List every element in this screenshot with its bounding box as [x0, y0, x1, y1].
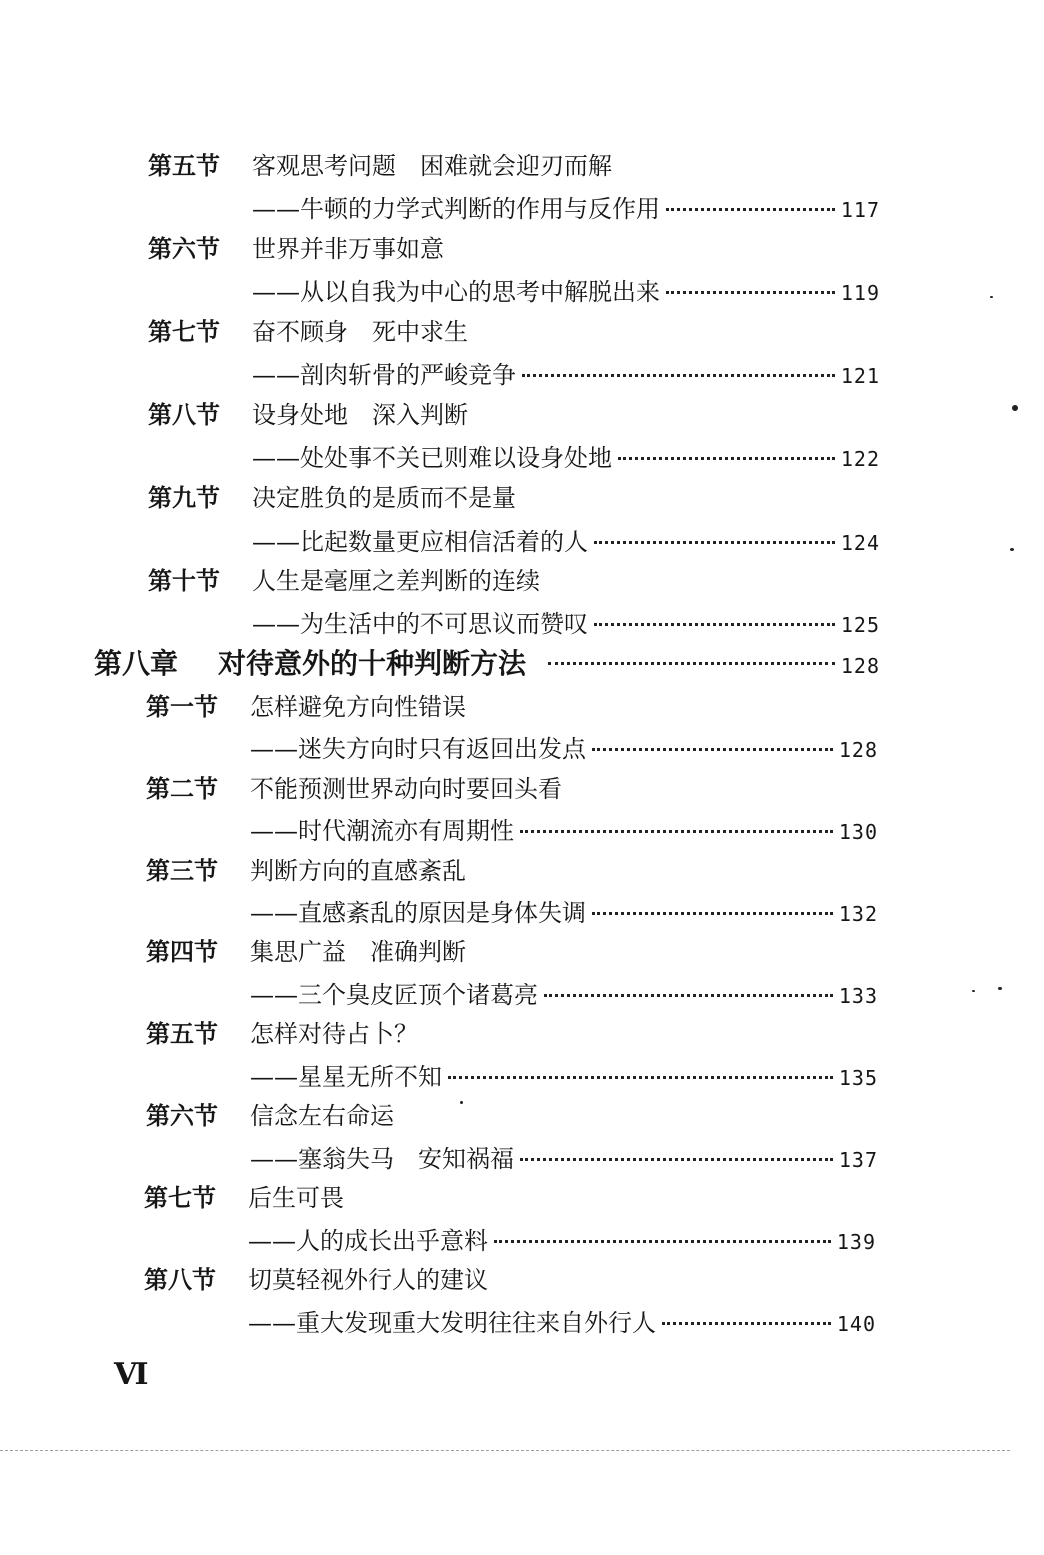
page-number: 130: [838, 820, 878, 844]
section-heading: [148, 317, 468, 347]
section-subtitle: ——塞翁失马 安知祸福: [250, 1145, 514, 1173]
section-title: 客观思考问题 困难就会迎刃而解: [252, 152, 612, 180]
section-label: 第八节: [148, 400, 220, 429]
section-title: 设身处地 深入判断: [252, 401, 468, 429]
page-number: 124: [840, 531, 880, 555]
section-subtitle-line: [250, 1062, 878, 1092]
scan-speck: [1010, 548, 1014, 551]
section-subtitle-line: [252, 443, 880, 473]
page-number: 133: [838, 984, 878, 1008]
section-subtitle: ——人的成长出乎意料: [248, 1227, 488, 1255]
scan-speck: [460, 1101, 463, 1104]
scan-edge-line: [0, 1450, 1010, 1451]
section-heading: [148, 234, 444, 264]
page-number: 125: [840, 613, 880, 637]
section-heading: [146, 774, 562, 804]
section-label: 第五节: [146, 1019, 218, 1048]
dot-leader: [448, 1076, 833, 1079]
section-title: 集思广益 准确判断: [250, 938, 466, 966]
section-subtitle-line: [252, 527, 880, 557]
section-heading: [146, 692, 466, 722]
section-subtitle: ——星星无所不知: [250, 1063, 442, 1091]
section-subtitle: ——剖肉斩骨的严峻竞争: [252, 361, 516, 389]
section-subtitle: ——比起数量更应相信活着的人: [252, 528, 588, 556]
section-title: 信念左右命运: [250, 1102, 394, 1130]
page-number: 128: [840, 654, 880, 678]
section-heading: [148, 400, 468, 430]
section-subtitle: ——为生活中的不可思议而赞叹: [252, 610, 588, 638]
section-heading: [144, 1265, 488, 1295]
section-subtitle-line: [252, 277, 880, 307]
dot-leader: [594, 623, 835, 626]
section-label: 第九节: [148, 483, 220, 512]
section-subtitle: ——重大发现重大发明往往来自外行人: [248, 1309, 656, 1337]
section-label: 第六节: [148, 234, 220, 263]
section-heading: [148, 566, 540, 596]
section-title: 奋不顾身 死中求生: [252, 318, 468, 346]
dot-leader: [592, 748, 833, 751]
page-number: 135: [838, 1066, 878, 1090]
section-subtitle-line: [250, 898, 878, 928]
section-label: 第十节: [148, 566, 220, 595]
chapter-heading: [94, 646, 880, 682]
section-title: 决定胜负的是质而不是量: [252, 484, 516, 512]
section-heading: [146, 937, 466, 967]
section-heading: [148, 483, 516, 513]
dot-leader: [618, 457, 835, 460]
section-title: 怎样避免方向性错误: [250, 693, 466, 721]
page-number: 139: [836, 1230, 876, 1254]
section-heading: [148, 151, 612, 181]
section-label: 第三节: [146, 856, 218, 885]
chapter-title: 对待意外的十种判断方法: [218, 647, 527, 680]
section-subtitle: ——迷失方向时只有返回出发点: [250, 735, 586, 763]
section-label: 第一节: [146, 692, 218, 721]
section-subtitle-line: [252, 360, 880, 390]
section-subtitle: ——牛顿的力学式判断的作用与反作用: [252, 195, 660, 223]
dot-leader: [592, 912, 833, 915]
section-title: 世界并非万事如意: [252, 235, 444, 263]
section-subtitle-line: [252, 609, 880, 639]
section-title: 后生可畏: [248, 1184, 344, 1212]
dot-leader: [666, 291, 835, 294]
section-subtitle: ——从以自我为中心的思考中解脱出来: [252, 278, 660, 306]
dot-leader: [520, 830, 833, 833]
page-number: 137: [838, 1148, 878, 1172]
section-title: 人生是毫厘之差判断的连续: [252, 567, 540, 595]
dot-leader: [548, 662, 835, 665]
section-label: 第二节: [146, 774, 218, 803]
section-label: 第八节: [144, 1265, 216, 1294]
dot-leader: [494, 1240, 831, 1243]
scan-speck: [990, 296, 993, 298]
page-number: 119: [840, 281, 880, 305]
section-subtitle-line: [248, 1308, 876, 1338]
section-heading: [144, 1183, 344, 1213]
section-title: 怎样对待占卜？: [250, 1020, 418, 1048]
dot-leader: [522, 374, 835, 377]
section-subtitle: ——直感紊乱的原因是身体失调: [250, 899, 586, 927]
page-number: 128: [838, 738, 878, 762]
page-number: 121: [840, 364, 880, 388]
page-folio: Ⅵ: [114, 1357, 149, 1392]
section-subtitle: ——处处事不关已则难以设身处地: [252, 444, 612, 472]
section-label: 第七节: [148, 317, 220, 346]
section-heading: [146, 1101, 394, 1131]
section-label: 第六节: [146, 1101, 218, 1130]
page-number: 117: [840, 198, 880, 222]
scan-speck: [972, 990, 975, 992]
section-heading: [146, 856, 466, 886]
section-title: 切莫轻视外行人的建议: [248, 1266, 488, 1294]
chapter-label: 第八章: [94, 647, 179, 680]
section-heading: [146, 1019, 418, 1049]
section-subtitle-line: [250, 734, 878, 764]
scan-speck: [998, 987, 1002, 990]
dot-leader: [544, 994, 833, 997]
section-label: 第七节: [144, 1183, 216, 1212]
section-label: 第五节: [148, 151, 220, 180]
dot-leader: [662, 1322, 831, 1325]
section-subtitle: ——时代潮流亦有周期性: [250, 817, 514, 845]
section-subtitle-line: [252, 194, 880, 224]
section-label: 第四节: [146, 937, 218, 966]
page-number: 122: [840, 447, 880, 471]
page-number: 140: [836, 1312, 876, 1336]
section-subtitle-line: [250, 816, 878, 846]
scan-speck: [1012, 405, 1018, 411]
section-subtitle-line: [250, 1144, 878, 1174]
dot-leader: [520, 1158, 833, 1161]
page-number: 132: [838, 902, 878, 926]
dot-leader: [594, 541, 835, 544]
section-title: 不能预测世界动向时要回头看: [250, 775, 562, 803]
dot-leader: [666, 208, 835, 211]
section-title: 判断方向的直感紊乱: [250, 857, 466, 885]
section-subtitle-line: [248, 1226, 876, 1256]
section-subtitle: ——三个臭皮匠顶个诸葛亮: [250, 981, 538, 1009]
section-subtitle-line: [250, 980, 878, 1010]
